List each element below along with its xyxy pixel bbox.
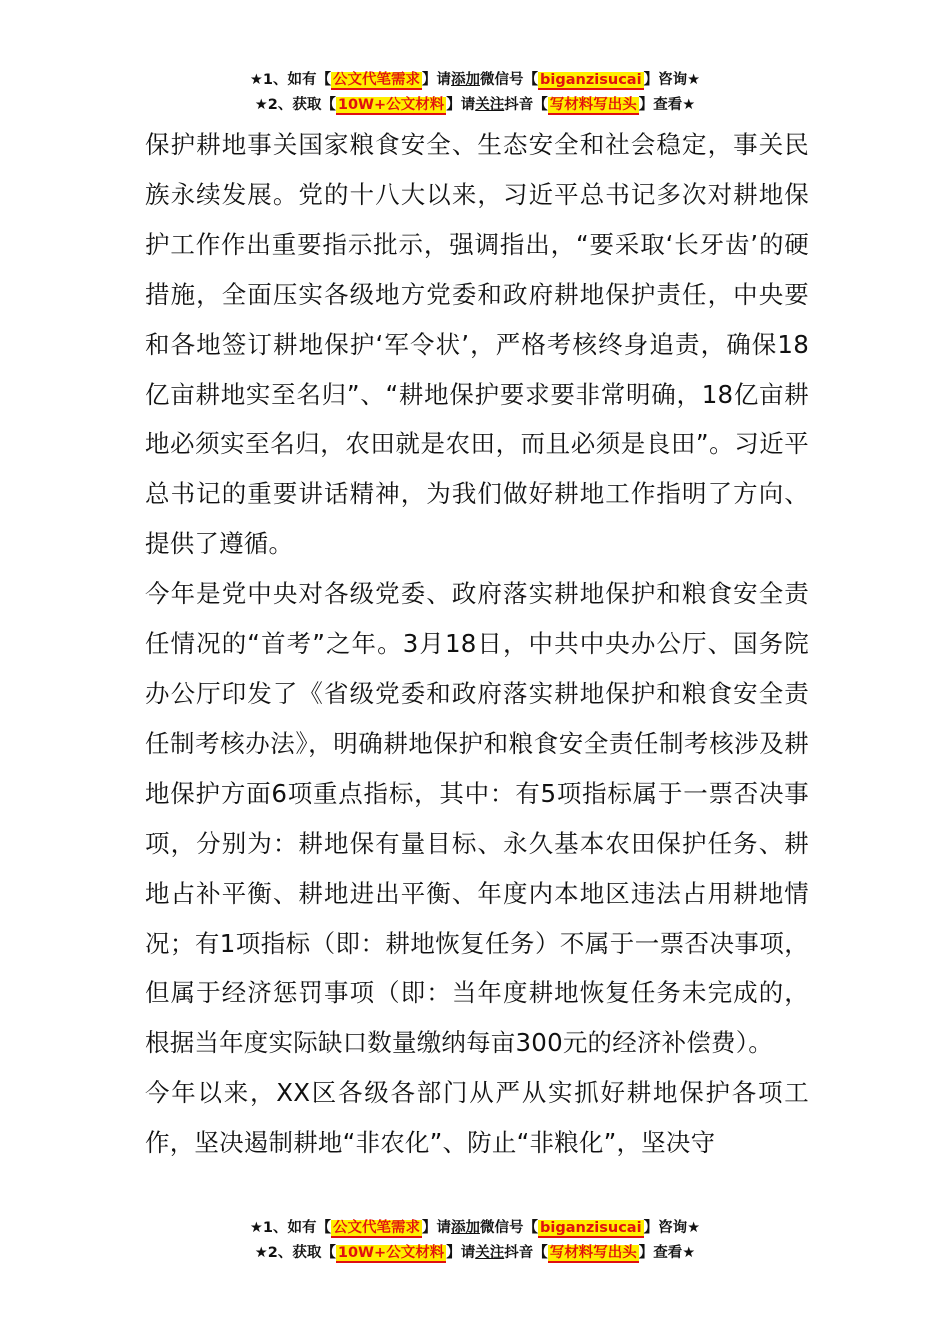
footer-line-1-prefix: ★1、如有【: [249, 1220, 332, 1236]
banner-line-1-mid2: 微信号【: [480, 72, 539, 88]
paragraph-1: 保护耕地事关国家粮食安全、生态安全和社会稳定，事关民族永续发展。党的十八大以来，习近平总书记多次对耕地保护工作作出重要指示批示，强调指出，“要采取‘长牙齿’的硬措施，全面压实各级地方党委和政府耕地保护责任，中央要和各地签订耕地保护‘军令状’，严格考核终身追责，确保18亿亩耕地实至名归”、“耕地保护要求要非常明确，18亿亩耕地必须实至名归，农田就是农田，而且必须是良田”。习近平总书记的重要讲话精神，为我们做好耕地工作指明了方向、提供了遵循。: [145, 130, 809, 559]
banner-line-1: [0, 68, 950, 93]
footer-line-2-mid: 】请: [446, 1245, 476, 1261]
douyin-account-highlight: 写材料写出头: [549, 97, 637, 113]
header-banner: [0, 68, 950, 118]
footer-wechat-id-highlight: biganzisucai: [540, 1220, 642, 1236]
follow-underlined: 关注: [475, 97, 505, 113]
wechat-id-highlight: biganzisucai: [540, 72, 642, 88]
footer-service-highlight: 公文代笔需求: [333, 1220, 421, 1236]
footer-materials-highlight: 10W+公文材料: [337, 1245, 445, 1261]
banner-line-2-mid: 】请: [446, 97, 476, 113]
footer-line-2: [0, 1241, 950, 1266]
footer-banner: [0, 1216, 950, 1266]
footer-line-2-suffix: 】查看★: [638, 1245, 696, 1261]
banner-line-2: [0, 93, 950, 118]
footer-add-underlined: 添加: [451, 1220, 481, 1236]
footer-line-1-suffix: 】咨询★: [643, 1220, 701, 1236]
banner-line-1-suffix: 】咨询★: [643, 72, 701, 88]
banner-line-1-mid: 】请: [422, 72, 452, 88]
banner-line-2-prefix: ★2、获取【: [254, 97, 336, 113]
add-underlined: 添加: [451, 72, 481, 88]
materials-highlight: 10W+公文材料: [337, 97, 445, 113]
paragraph-2: 今年是党中央对各级党委、政府落实耕地保护和粮食安全责任情况的“首考”之年。3月18日，中共中央办公厅、国务院办公厅印发了《省级党委和政府落实耕地保护和粮食安全责任制考核办法》，明确耕地保护和粮食安全责任制考核涉及耕地保护方面6项重点指标，其中：有5项指标属于一票否决事项，分别为：耕地保有量目标、永久基本农田保护任务、耕地占补平衡、耕地进出平衡、年度内本地区违法占用耕地情况；有1项指标（即：耕地恢复任务）不属于一票否决事项，但属于经济惩罚事项（即：当年度耕地恢复任务未完成的，根据当年度实际缺口数量缴纳每亩300元的经济补偿费）。: [145, 579, 809, 1058]
footer-douyin-account-highlight: 写材料写出头: [549, 1245, 637, 1261]
service-highlight: 公文代笔需求: [333, 72, 421, 88]
banner-line-2-mid2: 抖音【: [504, 97, 548, 113]
banner-line-2-suffix: 】查看★: [638, 97, 696, 113]
footer-follow-underlined: 关注: [475, 1245, 505, 1261]
banner-line-1-prefix: ★1、如有【: [249, 72, 332, 88]
document-body: [145, 120, 809, 1168]
footer-line-1-mid2: 微信号【: [480, 1220, 539, 1236]
footer-line-2-mid2: 抖音【: [504, 1245, 548, 1261]
paragraph-3: 今年以来，XX区各级各部门从严从实抓好耕地保护各项工作，坚决遏制耕地“非农化”、防止“非粮化”，坚决守: [145, 1078, 809, 1158]
footer-line-1-mid: 】请: [422, 1220, 452, 1236]
footer-line-1: [0, 1216, 950, 1241]
footer-line-2-prefix: ★2、获取【: [254, 1245, 336, 1261]
